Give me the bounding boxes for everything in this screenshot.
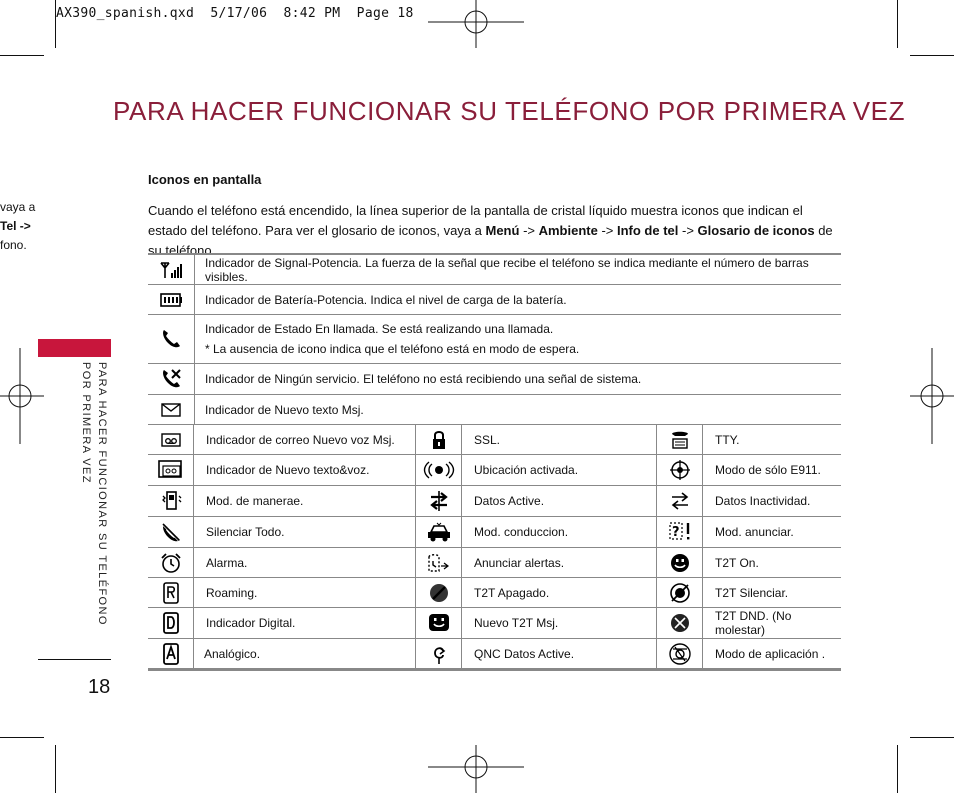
table-row (148, 517, 841, 548)
menu-path-info: Info de tel (617, 223, 679, 238)
intro-text: Cuando el teléfono está encendido, la línea superior de la pantalla de cristal líquido muestra iconos que indican el estado del teléfono. Para ver el glosario de iconos, vaya a (148, 203, 803, 238)
t2t-off-icon (416, 578, 462, 607)
section-heading: Iconos en pantalla (148, 172, 262, 187)
t2t-new-msg-icon (416, 608, 462, 638)
tty-icon (657, 425, 703, 454)
table-row (148, 253, 841, 285)
table-cell: T2T Apagado. (462, 578, 657, 607)
table-cell: QNC Datos Active. (462, 639, 657, 668)
intro-end-text: de su teléfono. (148, 223, 833, 258)
location-on-icon (416, 455, 462, 485)
icon-note: * La ausencia de icono indica que el teléfono está en modo de espera. (205, 342, 580, 356)
table-cell: TTY. (715, 432, 740, 447)
announce-mode-icon (657, 517, 703, 547)
side-tab-label: PARA HACER FUNCIONAR SU TELÉFONO POR PRIMERA VEZ (80, 362, 108, 626)
table-cell: Mod. de manerae. (194, 486, 416, 516)
app-mode-icon (657, 639, 703, 668)
registration-mark-bottom (428, 745, 524, 793)
registration-mark-right (910, 348, 954, 444)
e911-icon (657, 455, 703, 485)
table-row (148, 425, 841, 455)
icon-glossary-table (148, 253, 841, 671)
table-row (148, 486, 841, 517)
fragment-line: vaya a (0, 200, 36, 214)
table-row (148, 315, 841, 364)
fragment-line: fono. (0, 238, 27, 252)
table-row (148, 639, 841, 671)
file-info-header: AX390_spanish.qxd 5/17/06 8:42 PM Page 18 (56, 6, 414, 21)
page-title: PARA HACER FUNCIONAR SU TELÉFONO POR PRIMERA VEZ (113, 96, 906, 126)
table-cell: T2T On. (715, 555, 759, 570)
icon-description: Indicador de Batería-Potencia. Indica el nivel de carga de la batería. (205, 292, 567, 307)
announce-alerts-icon (416, 548, 462, 577)
battery-icon (148, 285, 195, 314)
table-cell: Nuevo T2T Msj. (462, 608, 657, 638)
table-cell: Anunciar alertas. (462, 548, 657, 577)
icon-description: Indicador de Nuevo texto Msj. (205, 402, 364, 417)
table-cell: Indicador de Nuevo texto&voz. (194, 455, 416, 485)
crop-mark (0, 55, 44, 56)
intro-paragraph (148, 201, 838, 261)
table-cell: Roaming. (194, 578, 416, 607)
alarm-icon (148, 548, 194, 577)
section-tab-bar (38, 339, 111, 357)
t2t-dnd-icon (657, 608, 703, 638)
svg-text:?: ? (671, 525, 680, 540)
table-cell (195, 255, 841, 284)
table-cell (195, 364, 651, 394)
digital-icon (148, 608, 194, 638)
table-cell: T2T DND. (No molestar) (715, 609, 792, 637)
table-row (148, 395, 841, 425)
registration-mark-left (0, 348, 44, 444)
icon-description: Indicador de Signal-Potencia. La fuerza de la señal que recibe el teléfono se indica mediante el número de barras visibles. (205, 255, 809, 284)
crop-mark (897, 0, 898, 48)
roaming-icon (148, 578, 194, 607)
menu-path-glosario: Glosario de iconos (697, 223, 815, 238)
table-row (148, 285, 841, 315)
envelope-icon (148, 395, 195, 424)
driving-mode-icon (416, 517, 462, 547)
table-cell: Datos Inactividad. (715, 494, 811, 508)
table-cell (195, 315, 589, 363)
table-cell (195, 285, 577, 314)
t2t-on-icon (657, 548, 703, 577)
table-cell: Analógico. (194, 639, 416, 668)
no-service-icon (148, 364, 195, 394)
arrow: -> (678, 223, 698, 238)
table-cell: Indicador de correo Nuevo voz Msj. (194, 425, 416, 454)
crop-mark (910, 55, 954, 56)
t2t-silent-icon (657, 578, 703, 607)
signal-strength-icon (148, 255, 195, 284)
menu-path-ambiente: Ambiente (538, 223, 598, 238)
table-cell: Ubicación activada. (462, 455, 657, 485)
table-cell: Silenciar Todo. (194, 517, 416, 547)
table-cell: Datos Active. (462, 486, 657, 516)
fragment-line: Tel -> (0, 219, 31, 233)
table-cell: Alarma. (194, 548, 416, 577)
crop-mark (55, 745, 56, 793)
phone-call-icon (148, 315, 195, 363)
voicemail-icon (148, 425, 194, 454)
table-cell: SSL. (462, 425, 657, 454)
table-row (148, 548, 841, 578)
data-active-icon (416, 486, 462, 516)
crop-mark (897, 745, 898, 793)
lock-icon (416, 425, 462, 454)
silent-all-icon (148, 517, 194, 547)
analog-icon (148, 639, 194, 668)
table-cell: Indicador Digital. (194, 608, 416, 638)
crop-mark (0, 737, 44, 738)
table-row (148, 364, 841, 395)
table-cell: Mod. anunciar. (715, 525, 794, 539)
registration-mark-top (428, 0, 524, 48)
table-cell: T2T Silenciar. (715, 585, 789, 600)
icon-description: Indicador de Ningún servicio. El teléfono no está recibiendo una señal de sistema. (205, 372, 642, 386)
table-cell: Modo de sólo E911. (715, 463, 821, 477)
data-inactive-icon (657, 486, 703, 516)
manner-mode-icon (148, 486, 194, 516)
menu-path-menu: Menú (485, 223, 520, 238)
table-row (148, 608, 841, 639)
text-voice-icon (148, 455, 194, 485)
page-number-rule (38, 659, 111, 660)
table-cell (195, 395, 374, 424)
qnc-data-icon (416, 639, 462, 668)
page-number: 18 (88, 676, 111, 698)
table-row (148, 578, 841, 608)
table-cell: Modo de aplicación . (715, 646, 826, 661)
crop-mark (910, 737, 954, 738)
previous-page-fragment (0, 198, 35, 255)
table-row (148, 455, 841, 486)
table-cell: Mod. conduccion. (462, 517, 657, 547)
icon-description: Indicador de Estado En llamada. Se está realizando una llamada. (205, 322, 554, 336)
arrow: -> (519, 223, 539, 238)
arrow: -> (597, 223, 617, 238)
